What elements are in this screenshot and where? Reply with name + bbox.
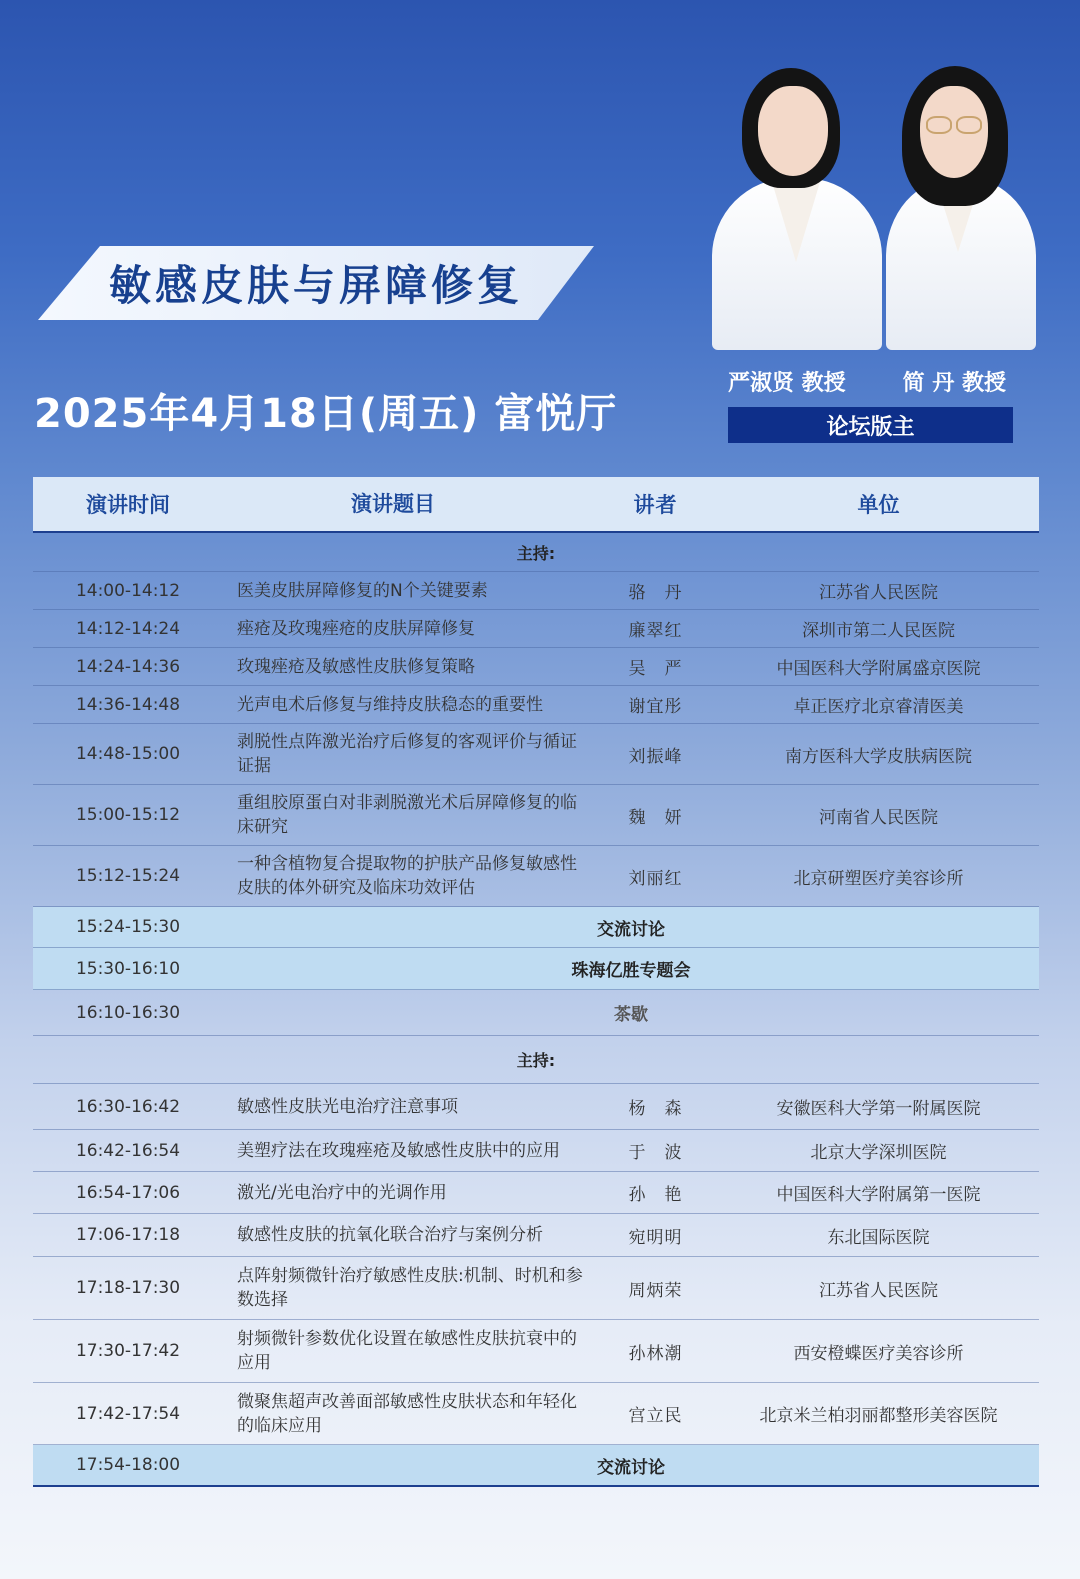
row-topic: 敏感性皮肤的抗氧化联合治疗与案例分析 xyxy=(237,1225,543,1245)
row-unit: 中国医科大学附属第一医院 xyxy=(776,1185,981,1205)
row-time: 17:42-17:54 xyxy=(75,1403,181,1424)
row-unit: 南方医科大学皮肤病医院 xyxy=(785,746,972,767)
moderator-names xyxy=(728,366,1018,397)
row-speaker: 骆 丹 xyxy=(628,583,683,603)
row-topic: 一种含植物复合提取物的护肤产品修复敏感性皮肤的体外研究及临床功效评估 xyxy=(237,854,577,898)
row-time: 17:30-17:42 xyxy=(75,1341,181,1361)
row-speaker: 吴 严 xyxy=(628,659,683,679)
row-topic: 重组胶原蛋白对非剥脱激光术后屏障修复的临床研究 xyxy=(237,793,577,837)
header-time: 演讲时间 xyxy=(86,493,170,517)
row-unit: 江苏省人民医院 xyxy=(819,1280,938,1301)
table-row xyxy=(33,785,1039,846)
table-row xyxy=(33,1383,1039,1445)
header-unit: 单位 xyxy=(857,493,900,517)
row-time: 14:48-15:00 xyxy=(75,744,181,764)
moderator-name-2: 简 丹 教授 xyxy=(902,371,1006,396)
row-topic: 点阵射频微针治疗敏感性皮肤:机制、时机和参数选择 xyxy=(237,1266,583,1310)
moderator-portraits xyxy=(706,60,1036,350)
break-label: 茶歇 xyxy=(614,1005,648,1025)
table-row xyxy=(33,1130,1039,1172)
row-speaker: 宫立民 xyxy=(628,1406,683,1426)
row-speaker: 孙林潮 xyxy=(628,1343,683,1364)
row-unit: 河南省人民医院 xyxy=(819,807,938,828)
row-time: 15:00-15:12 xyxy=(75,805,181,825)
table-row xyxy=(33,724,1039,785)
closing-row-discussion xyxy=(33,1445,1039,1487)
table-row xyxy=(33,1084,1039,1130)
host-row-2 xyxy=(33,1036,1039,1084)
break-row-tea xyxy=(33,990,1039,1036)
row-topic: 美塑疗法在玫瑰痤疮及敏感性皮肤中的应用 xyxy=(237,1140,560,1161)
row-topic: 射频微针参数优化设置在敏感性皮肤抗衰中的应用 xyxy=(237,1329,577,1373)
break-label: 交流讨论 xyxy=(597,1457,665,1478)
table-row xyxy=(33,686,1039,724)
date-venue: 2025年4月18日(周五) 富悦厅 xyxy=(34,391,618,437)
row-speaker: 魏 妍 xyxy=(628,807,683,828)
table-row xyxy=(33,648,1039,686)
row-topic: 医美皮肤屏障修复的N个关键要素 xyxy=(237,580,488,601)
table-row xyxy=(33,846,1039,907)
row-time: 17:18-17:30 xyxy=(75,1278,181,1298)
row-topic: 痤疮及玫瑰痤疮的皮肤屏障修复 xyxy=(237,618,475,639)
row-time: 17:06-17:18 xyxy=(75,1225,181,1245)
row-unit: 深圳市第二人民医院 xyxy=(802,621,955,641)
row-topic: 敏感性皮肤光电治疗注意事项 xyxy=(237,1096,458,1117)
portrait-moderator-2 xyxy=(876,60,1036,350)
row-speaker: 刘振峰 xyxy=(628,746,683,767)
row-unit: 北京研塑医疗美容诊所 xyxy=(793,868,964,889)
row-topic: 剥脱性点阵激光治疗后修复的客观评价与循证证据 xyxy=(237,732,577,776)
row-unit: 北京米兰柏羽丽都整形美容医院 xyxy=(759,1406,998,1426)
row-time: 15:30-16:10 xyxy=(75,958,181,979)
forum-title: 敏感皮肤与屏障修复 xyxy=(108,261,523,310)
row-unit: 卓正医疗北京睿清医美 xyxy=(793,697,964,717)
row-speaker: 周炳荣 xyxy=(628,1280,683,1301)
row-time: 14:24-14:36 xyxy=(75,656,181,677)
break-label: 交流讨论 xyxy=(597,919,665,940)
row-time: 16:42-16:54 xyxy=(75,1140,181,1161)
host-label: 主持: xyxy=(516,543,556,563)
row-time: 15:12-15:24 xyxy=(75,866,181,886)
row-speaker: 孙 艳 xyxy=(628,1185,683,1205)
row-unit: 西安橙蝶医疗美容诊所 xyxy=(793,1343,964,1364)
table-row xyxy=(33,572,1039,610)
row-time: 16:30-16:42 xyxy=(75,1096,181,1117)
table-row xyxy=(33,610,1039,648)
table-header xyxy=(33,477,1039,533)
row-unit: 东北国际医院 xyxy=(827,1227,930,1248)
schedule-table xyxy=(33,477,1039,1487)
row-topic: 微聚焦超声改善面部敏感性皮肤状态和年轻化的临床应用 xyxy=(237,1391,577,1436)
row-speaker: 宛明明 xyxy=(628,1227,683,1248)
header-topic: 演讲题目 xyxy=(351,492,435,516)
break-label: 珠海亿胜专题会 xyxy=(571,961,691,981)
row-speaker: 杨 森 xyxy=(628,1099,683,1119)
row-topic: 激光/光电治疗中的光调作用 xyxy=(237,1182,447,1203)
row-speaker: 于 波 xyxy=(628,1143,683,1163)
title-banner-text-wrap xyxy=(38,246,594,320)
row-topic: 光声电术后修复与维持皮肤稳态的重要性 xyxy=(237,694,543,715)
row-unit: 安徽医科大学第一附属医院 xyxy=(776,1099,981,1119)
row-speaker: 刘丽红 xyxy=(628,868,683,889)
row-speaker: 谢宜彤 xyxy=(628,697,683,717)
break-row-symposium xyxy=(33,948,1039,990)
row-time: 14:36-14:48 xyxy=(75,694,181,715)
table-row xyxy=(33,1257,1039,1320)
row-topic: 玫瑰痤疮及敏感性皮肤修复策略 xyxy=(237,656,475,677)
row-time: 14:12-14:24 xyxy=(75,618,181,639)
table-row xyxy=(33,1214,1039,1257)
header-speaker: 讲者 xyxy=(633,493,678,517)
moderator-name-1: 严淑贤 教授 xyxy=(728,371,846,396)
row-time: 16:10-16:30 xyxy=(75,1002,181,1023)
break-row-discussion xyxy=(33,907,1039,948)
row-time: 14:00-14:12 xyxy=(75,580,181,601)
table-row xyxy=(33,1320,1039,1383)
portrait-moderator-1 xyxy=(706,60,886,350)
row-unit: 江苏省人民医院 xyxy=(819,583,938,603)
moderator-label: 论坛版主 xyxy=(728,407,1013,443)
table-row xyxy=(33,1172,1039,1214)
row-unit: 中国医科大学附属盛京医院 xyxy=(776,659,981,679)
row-time: 15:24-15:30 xyxy=(75,917,181,937)
host-label: 主持: xyxy=(516,1051,556,1070)
row-speaker: 廉翠红 xyxy=(628,621,683,641)
row-time: 17:54-18:00 xyxy=(75,1455,181,1475)
row-unit: 北京大学深圳医院 xyxy=(810,1143,947,1163)
row-time: 16:54-17:06 xyxy=(75,1182,181,1203)
host-row-1 xyxy=(33,533,1039,572)
